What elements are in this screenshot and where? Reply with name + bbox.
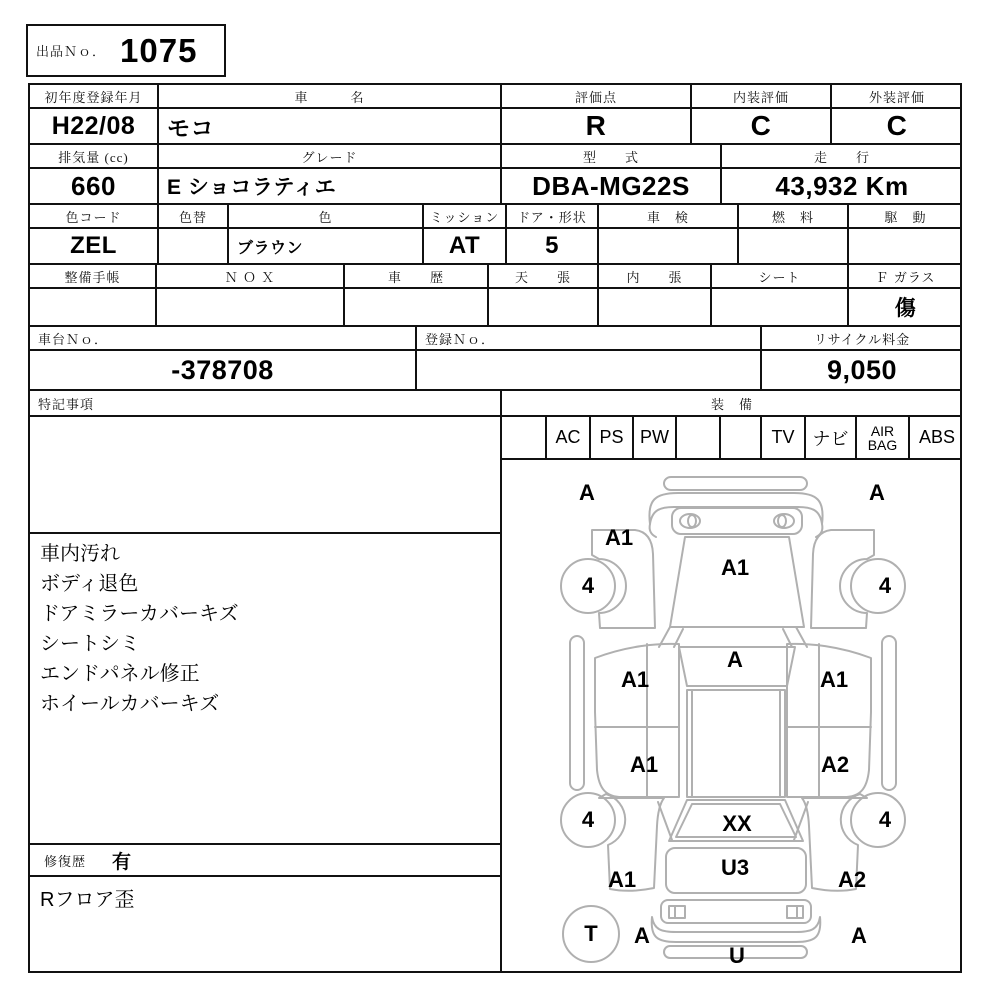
- equipment-cell: PS: [589, 417, 632, 458]
- seat-value: [710, 287, 847, 325]
- damage-marker: U3: [720, 855, 750, 880]
- equipment-cell: TV: [760, 417, 804, 458]
- damage-marker: T: [584, 921, 598, 946]
- damage-marker: A: [634, 923, 650, 948]
- car-name-label: 車 名: [157, 83, 500, 107]
- recycle-fee-label: リサイクル料金: [760, 325, 962, 349]
- drive-label: 駆 動: [847, 203, 962, 227]
- equipment-cell: ABS: [908, 417, 962, 458]
- note-item: 車内汚れ: [40, 543, 120, 565]
- headliner-label: 天 張: [487, 263, 597, 287]
- equipment-cell: PW: [632, 417, 675, 458]
- equipment-label: 装 備: [500, 389, 962, 415]
- special-notes-empty: [28, 415, 500, 532]
- roof: [687, 690, 785, 797]
- damage-marker: 4: [878, 807, 892, 832]
- interior-trim-value: [597, 287, 710, 325]
- damage-marker: A1: [629, 752, 659, 777]
- auction-sheet: [28, 83, 962, 973]
- car-name-value: モコ: [157, 107, 500, 143]
- color-code-value: ZEL: [28, 227, 157, 263]
- note-item: ボディ退色: [40, 573, 139, 595]
- front-bumper-top-strip: [664, 477, 807, 490]
- fuel-label: 燃 料: [737, 203, 847, 227]
- damage-marker: A: [579, 480, 595, 505]
- service-book-value: [28, 287, 155, 325]
- nox-value: [155, 287, 343, 325]
- rear-bumper: [661, 900, 811, 923]
- damage-marker: A: [727, 647, 743, 672]
- exterior-grade-value: C: [830, 107, 962, 143]
- car-outline: [502, 460, 962, 973]
- model-code-label: 型 式: [500, 143, 720, 167]
- repair-note: Rフロア歪: [28, 875, 500, 973]
- color-code-label: 色コード: [28, 203, 157, 227]
- service-book-label: 整備手帳: [28, 263, 155, 287]
- equipment-row: [500, 415, 962, 458]
- note-item: ドアミラーカバーキズ: [40, 603, 239, 625]
- recycle-fee-value: 9,050: [760, 349, 962, 389]
- doors-value: 5: [505, 227, 597, 263]
- car-left-side: [561, 530, 683, 891]
- headliner-value: [487, 287, 597, 325]
- equipment-cell: ナビ: [804, 417, 855, 458]
- inspection-value: [597, 227, 737, 263]
- first-reg-label: 初年度登録年月: [28, 83, 157, 107]
- special-notes-label: 特記事項: [28, 389, 500, 415]
- equipment-cell: [719, 417, 760, 458]
- score-value: R: [500, 107, 690, 143]
- damage-marker: A: [851, 923, 867, 948]
- lot-number-label: 出品Ｎｏ．: [36, 44, 107, 59]
- damage-marker: A1: [819, 667, 849, 692]
- inspection-label: 車 検: [597, 203, 737, 227]
- damage-marker: 4: [581, 807, 595, 832]
- model-code-value: DBA-MG22S: [500, 167, 720, 203]
- note-item: エンドパネル修正: [40, 663, 200, 685]
- damage-marker: 4: [581, 573, 595, 598]
- car-history-value: [343, 287, 487, 325]
- front-glass-label: Ｆ ガラス: [847, 263, 962, 287]
- damage-marker: A1: [720, 555, 750, 580]
- mileage-value: 43,932 Km: [720, 167, 962, 203]
- damage-marker: U: [729, 943, 745, 968]
- color-label: 色: [227, 203, 422, 227]
- registration-no-value: [415, 349, 760, 389]
- front-glass-value: 傷: [847, 287, 962, 325]
- repair-history-value: 有: [112, 851, 132, 873]
- drive-value: [847, 227, 962, 263]
- displacement-label: 排気量 (cc): [28, 143, 157, 167]
- chassis-no-value: -378708: [28, 349, 415, 389]
- interior-grade-label: 内装評価: [690, 83, 830, 107]
- notes-list: [28, 532, 500, 843]
- sheet-right-border: [960, 83, 962, 973]
- equipment-cell: AIR BAG: [855, 417, 908, 458]
- color-value: ブラウン: [227, 227, 422, 263]
- lot-number-value: 1075: [120, 31, 198, 69]
- side-sill: [570, 636, 584, 790]
- damage-marker: A1: [604, 525, 634, 550]
- seat-label: シート: [710, 263, 847, 287]
- doors-label: ドア・形状: [505, 203, 597, 227]
- damage-marker: XX: [722, 811, 752, 836]
- registration-no-label: 登録Ｎｏ．: [415, 325, 760, 349]
- damage-marker: A: [869, 480, 885, 505]
- sheet-bottom-border: [28, 971, 962, 973]
- damage-marker: A2: [820, 752, 850, 777]
- displacement-value: 660: [28, 167, 157, 203]
- repair-history-label: 修復歴: [44, 853, 87, 869]
- damage-marker: A1: [607, 867, 637, 892]
- equipment-cell: [675, 417, 719, 458]
- first-reg-value: H22/08: [28, 107, 157, 143]
- exterior-grade-label: 外装評価: [830, 83, 962, 107]
- hood: [670, 537, 804, 627]
- equipment-cell: [502, 417, 545, 458]
- color-change-label: 色替: [157, 203, 227, 227]
- car-history-label: 車 歴: [343, 263, 487, 287]
- interior-trim-label: 内 張: [597, 263, 710, 287]
- equipment-cell: AC: [545, 417, 589, 458]
- grade-label: グレード: [157, 143, 500, 167]
- interior-grade-value: C: [690, 107, 830, 143]
- grade-value: E ショコラティエ: [157, 167, 500, 203]
- damage-marker: A1: [620, 667, 650, 692]
- transmission-value: AT: [422, 227, 505, 263]
- chassis-no-label: 車台Ｎｏ．: [28, 325, 415, 349]
- lot-number-box: [26, 24, 226, 77]
- nox-label: Ｎ Ｏ Ｘ: [155, 263, 343, 287]
- repair-history-row: [28, 843, 500, 875]
- damage-marker: A2: [837, 867, 867, 892]
- score-label: 評価点: [500, 83, 690, 107]
- mileage-label: 走 行: [720, 143, 962, 167]
- car-diagram: [500, 458, 962, 973]
- fuel-value: [737, 227, 847, 263]
- color-change-value: [157, 227, 227, 263]
- transmission-label: ミッション: [422, 203, 505, 227]
- damage-marker: 4: [878, 573, 892, 598]
- front-grille: [672, 508, 802, 534]
- note-item: ホイールカバーキズ: [40, 693, 220, 715]
- note-item: シートシミ: [40, 633, 140, 655]
